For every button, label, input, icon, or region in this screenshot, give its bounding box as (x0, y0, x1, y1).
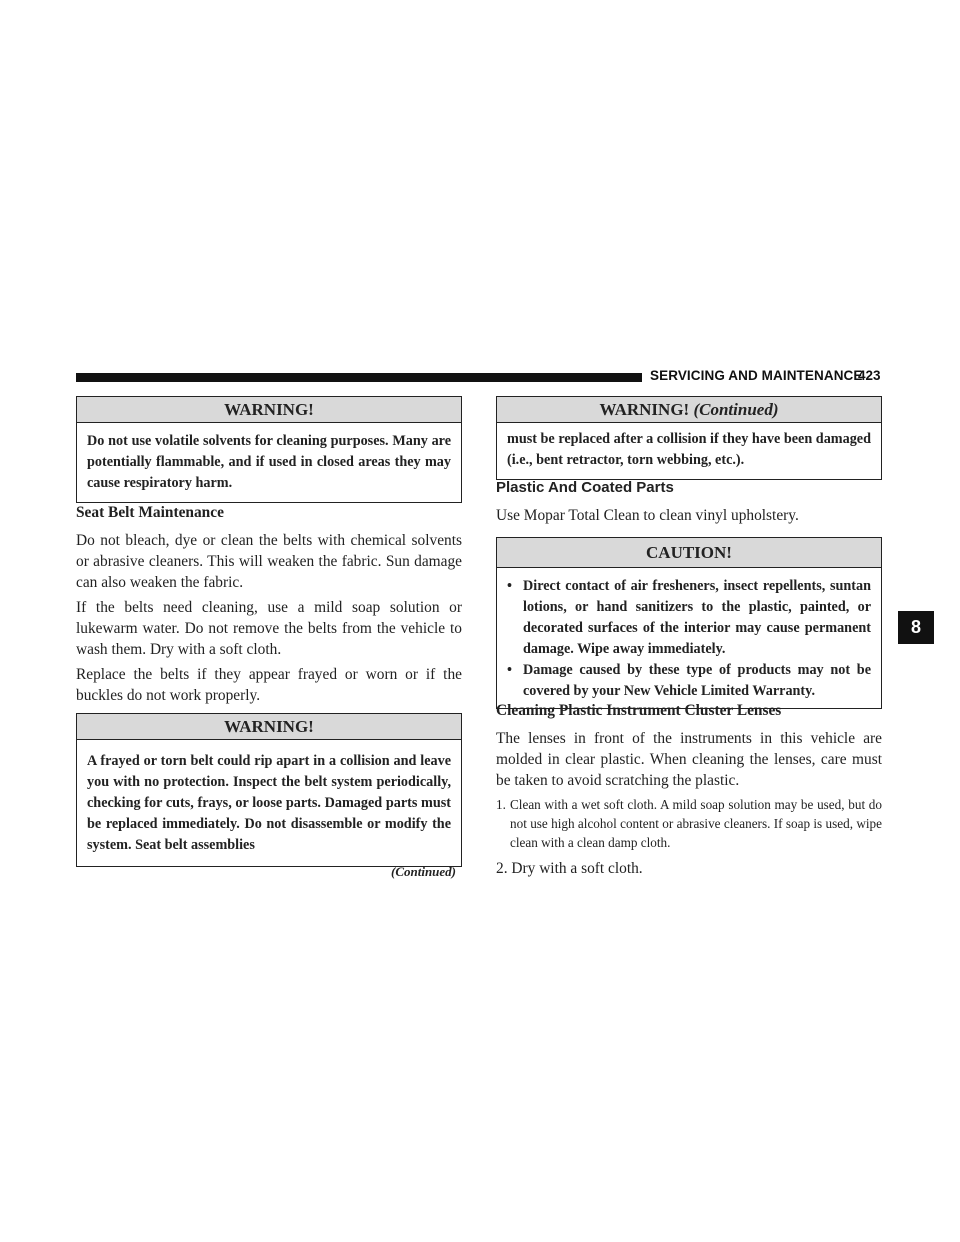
paragraph: If the belts need cleaning, use a mild soap solution or lukewarm water. Do not remove the belts from the vehicle to wash them. Dry with a soft cloth. (76, 599, 462, 658)
warning-text: A frayed or torn belt could rip apart in a collision and leave you with no protection. Inspect the belt system periodically, checking for cuts, frays, or loose parts. Damaged parts must be replaced immediately. Do not disassemble or modify the system. Seat belt assemblies (87, 753, 451, 853)
list-item: • Direct contact of air fresheners, insect repellents, suntan lotions, or hand sanitizers to the plastic, painted, or decorated surfaces of the interior may cause permanent damage. Wipe away immediately. (507, 576, 871, 660)
step-number: 1. (496, 797, 506, 812)
chapter-tab[interactable]: 8 (898, 611, 934, 644)
warning-box-continued (496, 396, 882, 480)
paragraph: Use Mopar Total Clean to clean vinyl upholstery. (496, 507, 799, 524)
caution-list (507, 576, 871, 702)
warning-text: Do not use volatile solvents for cleaning purposes. Many are potentially flammable, and if used in closed areas they may cause respiratory harm. (87, 433, 451, 491)
list-item: • Damage caused by these type of products may not be covered by your New Vehicle Limited Warranty. (507, 660, 871, 702)
continued-label: (Continued) (390, 864, 456, 879)
warning-box-solvents (76, 396, 462, 503)
warning-title-suffix: (Continued) (693, 400, 779, 419)
section-title: SERVICING AND MAINTENANCE (650, 368, 863, 383)
header-rule (76, 373, 642, 382)
lenses-heading: Cleaning Plastic Instrument Cluster Lenses (496, 702, 782, 719)
seat-belt-heading: Seat Belt Maintenance (76, 504, 224, 521)
step-text: Dry with a soft cloth. (511, 860, 643, 877)
paragraph: The lenses in front of the instruments in this vehicle are molded in clear plastic. When cleaning the lenses, care must be taken to avoid scratching the plastic. (496, 730, 882, 789)
caution-box (496, 537, 882, 709)
step-number: 2. (496, 860, 508, 877)
paragraph: Replace the belts if they appear frayed or worn or if the buckles do not work properly. (76, 666, 462, 704)
list-item (496, 795, 882, 852)
page-number: 423 (858, 368, 881, 383)
caution-body (497, 568, 881, 708)
step-text: Clean with a wet soft cloth. A mild soap solution may be used, but do not use high alcohol content or abrasive cleaners. If soap is used, wipe clean with a clean damp cloth. (510, 797, 882, 850)
list-item (496, 860, 643, 878)
caution-title: CAUTION! (497, 538, 881, 568)
warning-text: must be replaced after a collision if they have been damaged (i.e., bent retractor, torn webbing, etc.). (507, 431, 871, 468)
warning-title: WARNING! (77, 397, 461, 423)
paragraph: Do not bleach, dye or clean the belts with chemical solvents or abrasive cleaners. This will weaken the fabric. Sun damage can also weaken the fabric. (76, 532, 462, 591)
plastic-heading: Plastic And Coated Parts (496, 479, 674, 496)
warning-box-belt (76, 713, 462, 867)
warning-title (497, 397, 881, 423)
warning-title-text: WARNING! (599, 400, 690, 419)
warning-title: WARNING! (77, 714, 461, 740)
